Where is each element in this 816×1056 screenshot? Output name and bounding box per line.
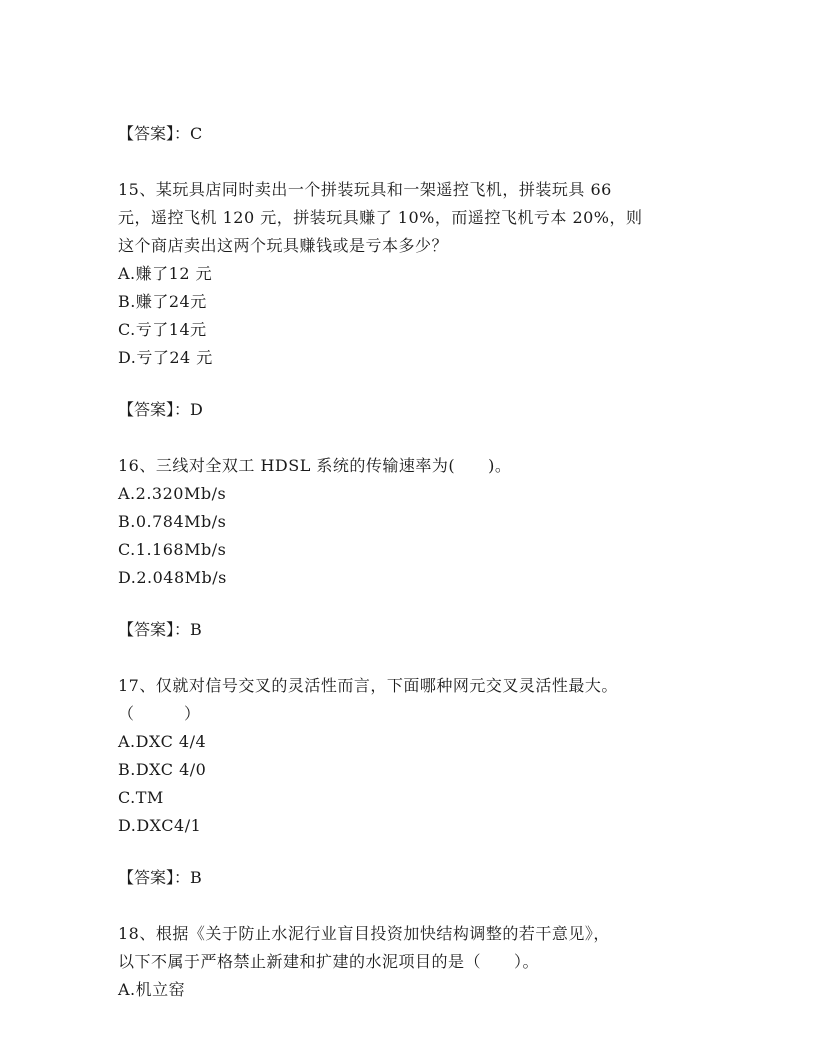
question-15 <box>118 176 708 372</box>
question-stem-line: 元，遥控飞机 120 元，拼装玩具赚了 10%，而遥控飞机亏本 20%，则 <box>118 208 643 227</box>
spacer <box>118 840 708 864</box>
option-list <box>118 480 708 592</box>
answer-label: 【答案】 <box>118 400 175 419</box>
spacer <box>118 592 708 616</box>
spacer <box>118 644 708 672</box>
option-d: D.亏了24 元 <box>118 348 213 367</box>
answer-value: C <box>190 124 203 143</box>
option-d: D.DXC4/1 <box>118 816 202 835</box>
option-b: B.0.784Mb/s <box>118 512 227 531</box>
option-list <box>118 728 708 840</box>
answer-line <box>118 396 708 424</box>
answer-label: 【答案】 <box>118 868 175 887</box>
option-c: C.TM <box>118 788 164 807</box>
question-stem-line: 15、某玩具店同时卖出一个拼装玩具和一架遥控飞机，拼装玩具 66 <box>118 180 612 199</box>
option-a: A.2.320Mb/s <box>118 484 227 503</box>
answer-separator: ： <box>174 400 191 419</box>
option-list <box>118 260 708 372</box>
question-16 <box>118 452 708 592</box>
question-stem-line: 16、三线对全双工 HDSL 系统的传输速率为( )。 <box>118 456 512 475</box>
spacer <box>118 892 708 920</box>
question-stem-line: 这个商店卖出这两个玩具赚钱或是亏本多少？ <box>118 236 449 255</box>
option-b: B.DXC 4/0 <box>118 760 207 779</box>
spacer <box>118 372 708 396</box>
answer-separator: ： <box>174 868 191 887</box>
option-b: B.赚了24元 <box>118 292 207 311</box>
answer-separator: ： <box>174 124 191 143</box>
option-d: D.2.048Mb/s <box>118 568 227 587</box>
option-a: A.DXC 4/4 <box>118 732 207 751</box>
answer-label: 【答案】 <box>118 124 175 143</box>
spacer <box>118 424 708 452</box>
question-18 <box>118 920 708 1004</box>
answer-value: D <box>190 400 203 419</box>
question-stem-line: 18、根据《关于防止水泥行业盲目投资加快结构调整的若干意见》， <box>118 924 610 943</box>
answer-label: 【答案】 <box>118 620 175 639</box>
question-stem-line: （ ） <box>118 704 201 723</box>
answer-line <box>118 864 708 892</box>
spacer <box>118 148 708 176</box>
question-17 <box>118 672 708 840</box>
answer-line <box>118 120 708 148</box>
option-list <box>118 976 708 1004</box>
question-stem-line: 以下不属于严格禁止新建和扩建的水泥项目的是（ ）。 <box>118 952 540 971</box>
question-stem-line: 17、仅就对信号交叉的灵活性而言，下面哪种网元交叉灵活性最大。 <box>118 676 618 695</box>
option-c: C.亏了14元 <box>118 320 207 339</box>
answer-value: B <box>190 868 202 887</box>
option-c: C.1.168Mb/s <box>118 540 227 559</box>
answer-value: B <box>190 620 202 639</box>
document-page <box>118 120 708 1004</box>
option-a: A.赚了12 元 <box>118 264 213 283</box>
answer-separator: ： <box>174 620 191 639</box>
option-a: A.机立窑 <box>118 980 186 999</box>
answer-line <box>118 616 708 644</box>
